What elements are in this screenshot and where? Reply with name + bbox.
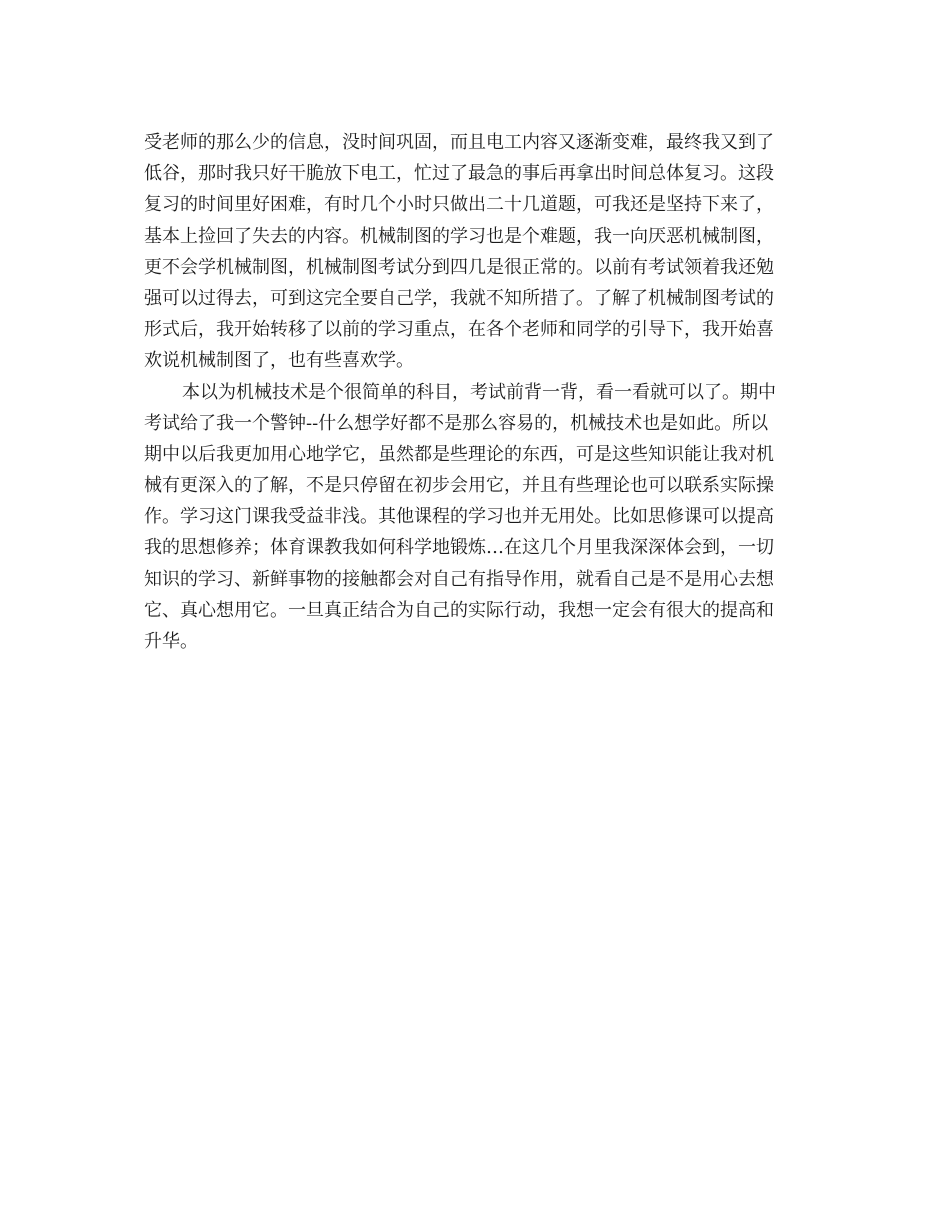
- text-line: 我的思想修养；体育课教我如何科学地锻炼…在这几个月里我深深体会到，一切: [144, 537, 774, 559]
- text-line: 升华。: [144, 631, 198, 652]
- text-line: 知识的学习、新鲜事物的接触都会对自己有指导作用，就看自己是不是用心去想: [144, 568, 774, 590]
- text-line: 更不会学机械制图，机械制图考试分到四几是很正常的。以前有考试领着我还勉: [144, 256, 774, 278]
- text-line: 受老师的那么少的信息，没时间巩固，而且电工内容又逐渐变难，最终我又到了: [144, 132, 774, 153]
- paragraph-1: [144, 127, 806, 377]
- text-line: 考试给了我一个警钟--什么想学好都不是那么容易的，机械技术也是如此。所以: [144, 412, 769, 434]
- text-line: 械有更深入的了解，不是只停留在初步会用它，并且有些理论也可以联系实际操: [144, 475, 774, 497]
- text-line: 欢说机械制图了，也有些喜欢学。: [144, 350, 414, 372]
- text-line-indented: 本以为机械技术是个很简单的科目，考试前背一背，看一看就可以了。期中: [182, 381, 776, 403]
- paragraph-2: [144, 377, 806, 658]
- text-line: 期中以后我更加用心地学它，虽然都是些理论的东西，可是这些知识能让我对机: [144, 443, 774, 465]
- text-line: 基本上捡回了失去的内容。机械制图的学习也是个难题，我一向厌恶机械制图，: [144, 225, 774, 247]
- text-line: 形式后，我开始转移了以前的学习重点，在各个老师和同学的引导下，我开始喜: [144, 319, 774, 341]
- document-body: [144, 127, 806, 657]
- text-line: 作。学习这门课我受益非浅。其他课程的学习也并无用处。比如思修课可以提高: [144, 506, 774, 528]
- text-line: 低谷，那时我只好干脆放下电工，忙过了最急的事后再拿出时间总体复习。这段: [144, 163, 774, 185]
- text-line: 复习的时间里好困难，有时几个小时只做出二十几道题，可我还是坚持下来了，: [144, 194, 774, 216]
- text-line: 强可以过得去，可到这完全要自己学，我就不知所措了。了解了机械制图考试的: [144, 287, 774, 309]
- text-line: 它、真心想用它。一旦真正结合为自己的实际行动，我想一定会有很大的提高和: [144, 599, 774, 621]
